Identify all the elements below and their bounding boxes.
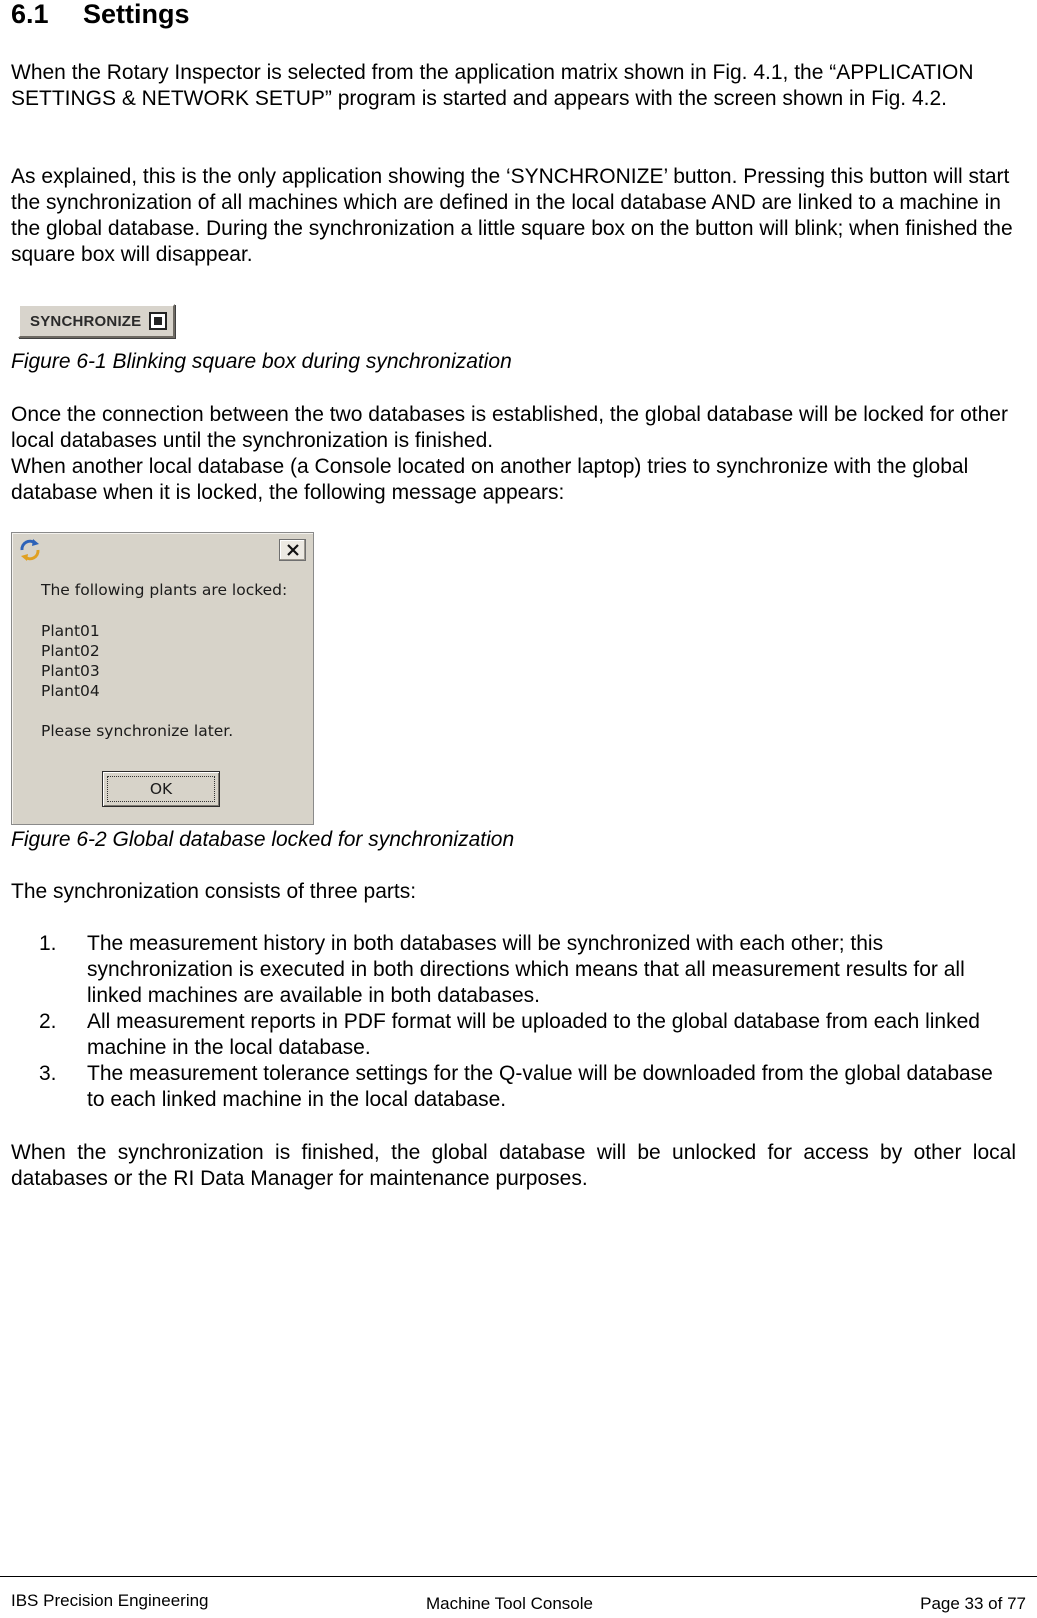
focus-rectangle bbox=[107, 776, 215, 802]
explained-paragraph: As explained, this is the only application showing the ‘SYNCHRONIZE’ button. Pressing this button will start the synchronization of all machines which are defined in the local database AND are linked to a machine in the global database. During the synchronization a little square box on the button will blink; when finished the square box will disappear. bbox=[11, 165, 1013, 266]
sync-arrows-icon bbox=[18, 538, 42, 562]
list-item-number: 1. bbox=[39, 932, 57, 955]
list-item bbox=[11, 1009, 1016, 1061]
list-item-text: All measurement reports in PDF format will be uploaded to the global database from each linked machine in the local database. bbox=[87, 1010, 980, 1059]
dialog-close-button[interactable] bbox=[279, 539, 306, 561]
section-heading bbox=[11, 0, 190, 28]
figure-6-1-caption: Figure 6-1 Blinking square box during synchronization bbox=[11, 350, 512, 373]
footer-document-title: Machine Tool Console bbox=[426, 1594, 593, 1613]
footer-divider bbox=[0, 1576, 1037, 1577]
footer-page-number: Page 33 of 77 bbox=[920, 1594, 1026, 1613]
synchronization-parts-list bbox=[11, 931, 1016, 1113]
blinking-square-icon bbox=[149, 312, 167, 330]
connection-paragraph-2: When another local database (a Console located on another laptop) tries to synchronize with the global database when it is locked, the following message appears: bbox=[11, 455, 969, 504]
plant-list-item: Plant03 bbox=[41, 662, 100, 680]
plant-list-item: Plant02 bbox=[41, 642, 100, 660]
dialog-footer-message: Please synchronize later. bbox=[41, 722, 234, 740]
list-item bbox=[11, 931, 1016, 1009]
locked-plants-dialog bbox=[11, 532, 314, 825]
dialog-message: The following plants are locked: bbox=[41, 581, 288, 599]
list-item-number: 3. bbox=[39, 1062, 57, 1085]
footer-company: IBS Precision Engineering bbox=[11, 1591, 209, 1610]
section-title: Settings bbox=[83, 0, 190, 29]
list-item bbox=[11, 1061, 1016, 1113]
list-item-number: 2. bbox=[39, 1010, 57, 1033]
section-number: 6.1 bbox=[11, 0, 49, 29]
synchronize-button-label: SYNCHRONIZE bbox=[30, 312, 142, 330]
list-item-text: The measurement tolerance settings for the Q-value will be downloaded from the global database to each linked machine in the local database. bbox=[87, 1062, 993, 1111]
dialog-titlebar bbox=[12, 533, 313, 565]
ok-button-label: OK bbox=[149, 780, 173, 798]
close-icon bbox=[286, 544, 300, 556]
list-item-text: The measurement history in both databases will be synchronized with each other; this synchronization is executed in both directions which means that all measurement results for all linked machines are available in both databases. bbox=[87, 932, 965, 1007]
intro-paragraph: When the Rotary Inspector is selected from the application matrix shown in Fig. 4.1, the “APPLICATION SETTINGS & NETWORK SETUP” program is started and appears with the screen shown in Fig. 4.2. bbox=[11, 61, 974, 110]
connection-paragraph-1: Once the connection between the two databases is established, the global database will be locked for other local databases until the synchronization is finished. bbox=[11, 403, 1008, 452]
figure-6-2-caption: Figure 6-2 Global database locked for synchronization bbox=[11, 828, 515, 851]
plant-list-item: Plant01 bbox=[41, 622, 100, 640]
closing-paragraph: When the synchronization is finished, the global database will be unlocked for access by other local databases or the RI Data Manager for maintenance purposes. bbox=[11, 1141, 1016, 1190]
parts-intro-paragraph: The synchronization consists of three parts: bbox=[11, 880, 417, 903]
ok-button[interactable] bbox=[102, 771, 220, 807]
synchronize-button[interactable] bbox=[18, 304, 175, 338]
plant-list-item: Plant04 bbox=[41, 682, 100, 700]
